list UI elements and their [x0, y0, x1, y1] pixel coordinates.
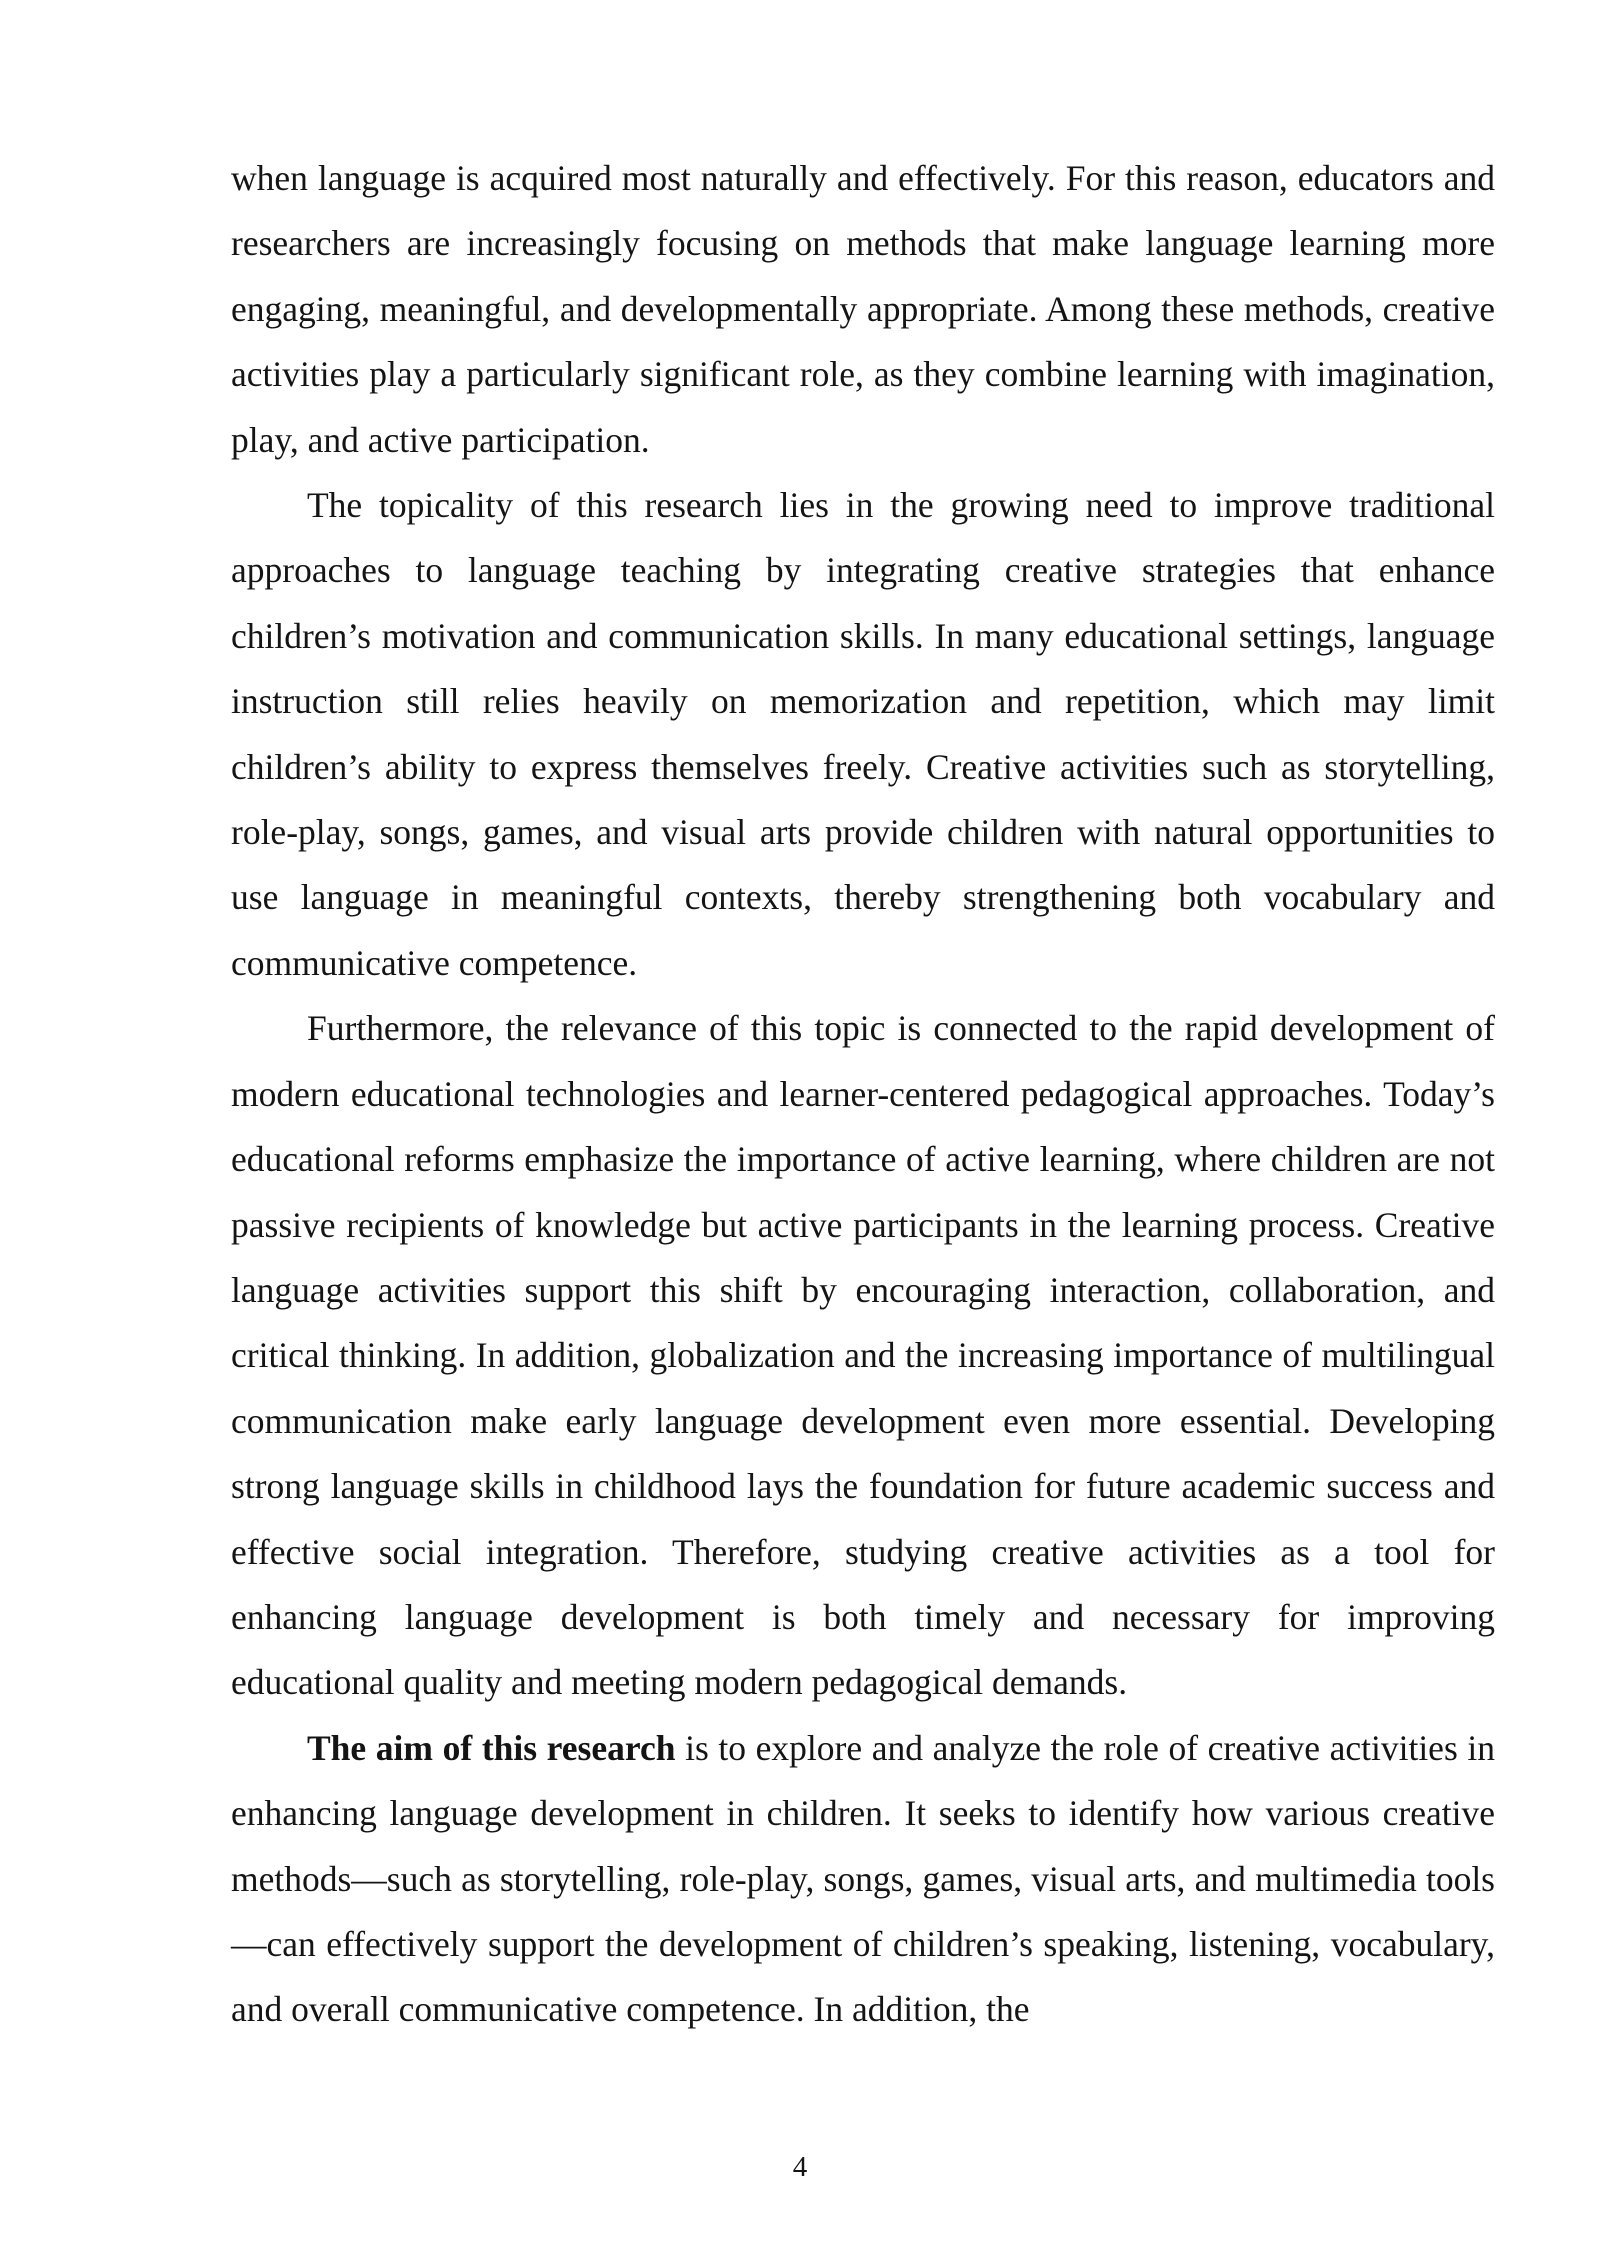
- paragraph-relevance: [231, 996, 1495, 1715]
- paragraph-text: The topicality of this research lies in the growing need to improve traditional approaches to language teaching by integrating creative strategies that enhance children’s motivation and communication skills. In many educational settings, language instruction still relies heavily on memorization and repetition, which may limit children’s ability to express themselves freely. Creative activities such as storytelling, role-play, songs, games, and visual arts provide children with natural opportunities to use language in meaningful contexts, thereby strengthening both vocabulary and communicative competence.: [231, 485, 1495, 983]
- page-number: 4: [792, 2151, 808, 2183]
- aim-heading-lead: The aim of this research: [307, 1727, 676, 1768]
- paragraph-text: is to explore and analyze the role of creative activities in enhancing language development in children. It seeks to identify how various creative methods—such as storytelling, role-play, songs, games, visual arts, and multimedia tools—can effectively support the development of children’s speaking, listening, vocabulary, and overall communicative competence. In addition, the: [231, 1727, 1495, 2030]
- paragraph-text: Furthermore, the relevance of this topic is connected to the rapid development of modern educational technologies and learner-centered pedagogical approaches. Today’s educational reforms emphasize the importance of active learning, where children are not passive recipients of knowledge but active participants in the learning process. Creative language activities support this shift by encouraging interaction, collaboration, and critical thinking. In addition, globalization and the increasing importance of multilingual communication make early language development even more essential. Developing strong language skills in childhood lays the foundation for future academic success and effective social integration. Therefore, studying creative activities as a tool for enhancing language development is both timely and necessary for improving educational quality and meeting modern pedagogical demands.: [231, 1008, 1495, 1703]
- paragraph-aim: [231, 1716, 1495, 2043]
- body-text: [231, 146, 1495, 2043]
- paragraph-topicality: [231, 473, 1495, 996]
- paragraph-continuation: [231, 146, 1495, 473]
- paragraph-text: when language is acquired most naturally and effectively. For this reason, educators and researchers are increasingly focusing on methods that make language learning more engaging, meaningful, and developmentally appropriate. Among these methods, creative activities play a particularly significant role, as they combine learning with imagination, play, and active participation.: [231, 158, 1495, 460]
